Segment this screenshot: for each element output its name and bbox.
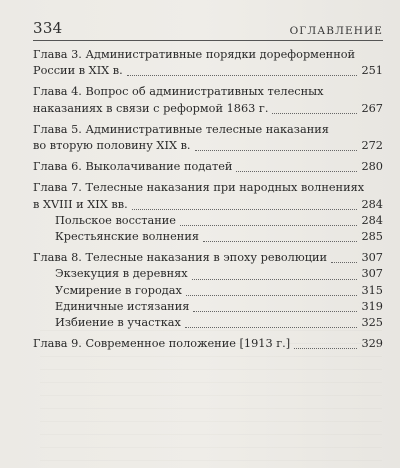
toc-entry-line xyxy=(33,229,383,245)
toc-entry-title: России в XIX в. xyxy=(33,64,123,78)
toc-page-number: 307 xyxy=(361,267,383,281)
toc-entry xyxy=(33,250,383,266)
toc-page-number: 280 xyxy=(361,160,383,174)
toc-entry-title-line: Глава 5. Административные телесные наказания xyxy=(33,122,329,136)
toc-page-number: 307 xyxy=(361,251,383,265)
toc-entry xyxy=(33,122,383,154)
toc-entry-title: Глава 6. Выколачивание податей xyxy=(33,160,233,174)
dot-leader xyxy=(272,113,357,114)
toc-subentry xyxy=(33,299,383,315)
toc-entry-title-line: Глава 3. Административные порядки дореформенной xyxy=(33,48,356,61)
toc-entry-title-line: Глава 7. Телесные наказания при народных волнениях xyxy=(33,181,365,195)
dot-leader xyxy=(186,295,358,296)
toc-subentry xyxy=(33,213,383,229)
toc-entry-line xyxy=(33,336,383,352)
toc-page-number: 319 xyxy=(361,299,383,313)
toc-entry-title: Экзекуция в деревнях xyxy=(55,267,188,281)
dot-leader xyxy=(193,311,357,312)
table-of-contents xyxy=(33,47,383,357)
toc-entry-line xyxy=(33,197,383,213)
toc-entry-title: Глава 8. Телесные наказания в эпоху революции xyxy=(33,251,328,265)
toc-page-number: 272 xyxy=(361,139,383,153)
toc-entry xyxy=(33,47,383,79)
page-header xyxy=(33,17,383,37)
toc-entry-title: Глава 9. Современное положение [1913 г.] xyxy=(33,337,291,351)
toc-entry xyxy=(33,336,383,352)
toc-entry-line xyxy=(33,63,383,79)
toc-entry-line xyxy=(33,101,383,117)
toc-entry-title: наказаниях в связи с реформой 1863 г. xyxy=(33,101,269,115)
toc-page-number: 284 xyxy=(361,213,383,227)
running-title: ОГЛАВЛЕНИЕ xyxy=(289,25,383,37)
toc-subentry xyxy=(33,229,383,245)
toc-entry xyxy=(33,159,383,175)
toc-entry-title: в XVIII и XIX вв. xyxy=(33,197,128,211)
toc-entry-line xyxy=(33,213,383,229)
dot-leader xyxy=(195,150,358,151)
toc-entry-line xyxy=(33,299,383,315)
toc-page-number: 251 xyxy=(361,64,383,78)
toc-entry-line xyxy=(33,138,383,154)
dot-leader xyxy=(192,279,358,280)
toc-page-number: 284 xyxy=(361,197,383,211)
toc-entry-title: Польское восстание xyxy=(55,213,176,227)
toc-page-number: 329 xyxy=(361,337,383,351)
toc-entry-title: Усмирение в городах xyxy=(55,283,182,297)
toc-page-number: 325 xyxy=(361,316,383,330)
dot-leader xyxy=(294,348,357,349)
toc-page-number: 267 xyxy=(361,101,383,115)
toc-entry-title: во вторую половину XIX в. xyxy=(33,139,191,153)
dot-leader xyxy=(132,209,358,210)
toc-page-number: 315 xyxy=(361,283,383,297)
toc-page-number: 285 xyxy=(361,230,383,244)
dot-leader xyxy=(236,171,357,172)
toc-entry-title: Единичные истязания xyxy=(55,299,190,313)
toc-entry-line xyxy=(33,250,383,266)
toc-entry xyxy=(33,84,383,116)
toc-entry-line xyxy=(33,283,383,299)
dot-leader xyxy=(331,262,357,263)
toc-entry xyxy=(33,180,383,212)
toc-subentry xyxy=(33,315,383,331)
toc-entry-line xyxy=(33,159,383,175)
toc-entry-line xyxy=(33,315,383,331)
dot-leader xyxy=(127,75,358,76)
toc-entry-title: Избиение в участках xyxy=(55,316,181,330)
toc-entry-title-line: Глава 4. Вопрос об административных телесных xyxy=(33,85,324,99)
page-number: 334 xyxy=(33,19,63,37)
dot-leader xyxy=(185,327,358,328)
toc-subentry xyxy=(33,283,383,299)
toc-subentry xyxy=(33,266,383,282)
toc-entry-title: Крестьянские волнения xyxy=(55,230,199,244)
dot-leader xyxy=(203,241,357,242)
toc-entry-line xyxy=(33,266,383,282)
header-rule xyxy=(33,40,383,41)
dot-leader xyxy=(180,225,357,226)
